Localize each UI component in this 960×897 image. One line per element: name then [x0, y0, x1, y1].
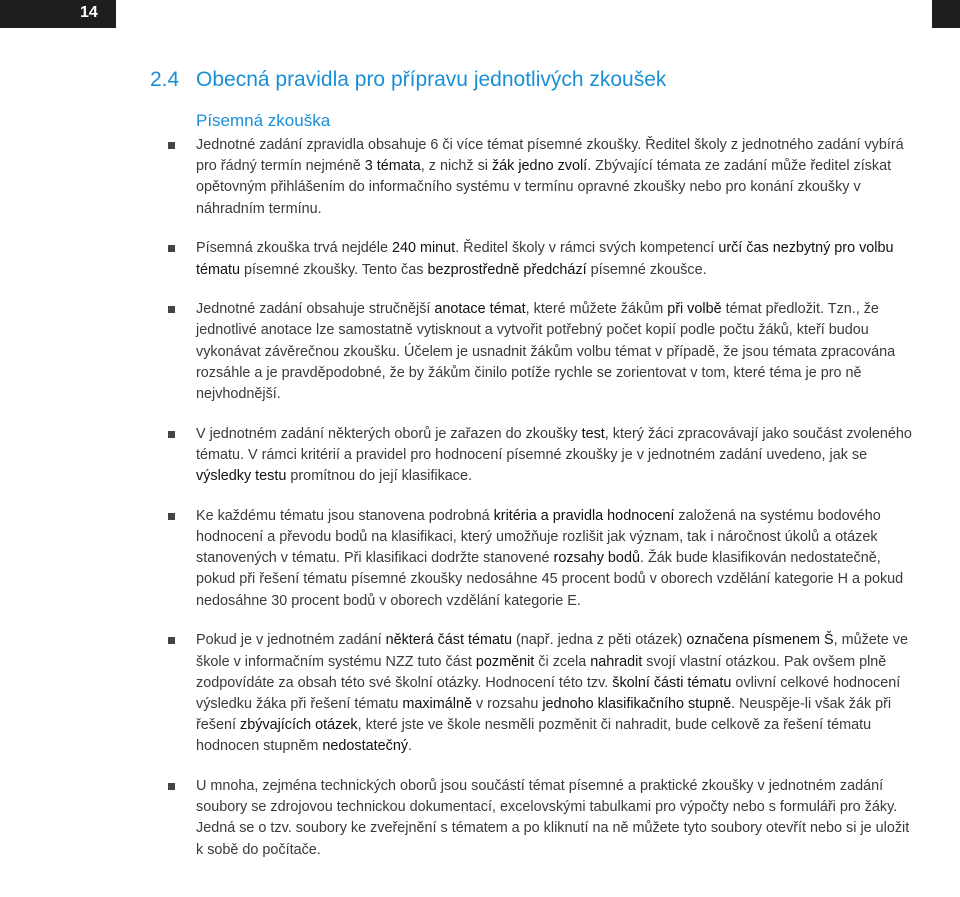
section-title: Obecná pravidla pro přípravu jednotlivých zkoušek [196, 68, 667, 91]
bullet-item: U mnoha, zejména technických oborů jsou součástí témat písemné a praktické zkoušky v jednotném zadání soubory se zdrojovou technickou dokumentací, excelovskými tabulkami pro výpočty nebo s formuláři pro žáky. Jedná se o tzv. soubory ke zveřejnění s tématem a po kliknutí na ně můžete tyto soubory otevřít nebo si je uložit k sobě do počítače. [196, 776, 912, 861]
corner-marker [932, 0, 960, 28]
section-number: 2.4 [150, 68, 180, 91]
bullet-list [196, 135, 912, 879]
bullet-item: Ke každému tématu jsou stanovena podrobná kritéria a pravidla hodnocení založená na systému bodového hodnocení a převodu bodů na klasifikaci, který umožňuje rozlišit jak význam, tak i náročnost úkolů a otázek stanovených v tématu. Při klasifikaci dodržte stanovené rozsahy bodů. Žák bude klasifikován nedostatečně, pokud při řešení tématu písemné zkoušky nedosáhne 45 procent bodů v oborech vzdělání kategorie H a pokud nedosáhne 30 procent bodů v oborech vzdělání kategorie E. [196, 506, 912, 612]
page-number: 14 [80, 4, 98, 21]
bullet-item: V jednotném zadání některých oborů je zařazen do zkoušky test, který žáci zpracovávají jako součást zvoleného tématu. V rámci kritérií a pravidel pro hodnocení písemné zkoušky je v jednotném zadání uvedeno, jak se výsledky testu promítnou do její klasifikace. [196, 424, 912, 488]
bullet-item: Písemná zkouška trvá nejdéle 240 minut. Ředitel školy v rámci svých kompetencí určí čas nezbytný pro volbu tématu písemné zkoušky. Tento čas bezprostředně předchází písemné zkoušce. [196, 238, 912, 280]
section-subtitle: Písemná zkouška [196, 111, 331, 130]
section-heading [150, 68, 666, 92]
bullet-item: Jednotné zadání obsahuje stručnější anotace témat, které můžete žákům při volbě témat předložit. Tzn., že jednotlivé anotace lze samostatně vytisknout a vytvořit potřebný počet kopií podle počtu žáků, kteří budou vykonávat závěrečnou zkoušku. Účelem je usnadnit žákům volbu témat v případě, že jsou témata zpracována rozsáhle a je pravděpodobné, že by žákům činilo potíže rychle se zorientovat v tom, které téma je pro ně nejvhodnější. [196, 299, 912, 405]
bullet-item: Pokud je v jednotném zadání některá část tématu (např. jedna z pěti otázek) označena písmenem Š, můžete ve škole v informačním systému NZZ tuto část pozměnit či zcela nahradit svojí vlastní otázkou. Pak ovšem plně zodpovídáte za obsah této své školní otázky. Hodnocení této tzv. školní části tématu ovlivní celkové hodnocení výsledku žáka při řešení tématu maximálně v rozsahu jednoho klasifikačního stupně. Neuspěje-li však žák při řešení zbývajících otázek, které jste ve škole nesměli pozměnit či nahradit, bude celkově za řešení tématu hodnocen stupněm nedostatečný. [196, 630, 912, 757]
page-number-bar [0, 0, 116, 28]
bullet-item: Jednotné zadání zpravidla obsahuje 6 či více témat písemné zkoušky. Ředitel školy z jednotného zadání vybírá pro řádný termín nejméně 3 témata, z nichž si žák jedno zvolí. Zbývající témata ze zadání může ředitel získat opětovným přihlášením do informačního systému v termínu opravné zkoušky nebo pro konání zkoušky v náhradním termínu. [196, 135, 912, 220]
